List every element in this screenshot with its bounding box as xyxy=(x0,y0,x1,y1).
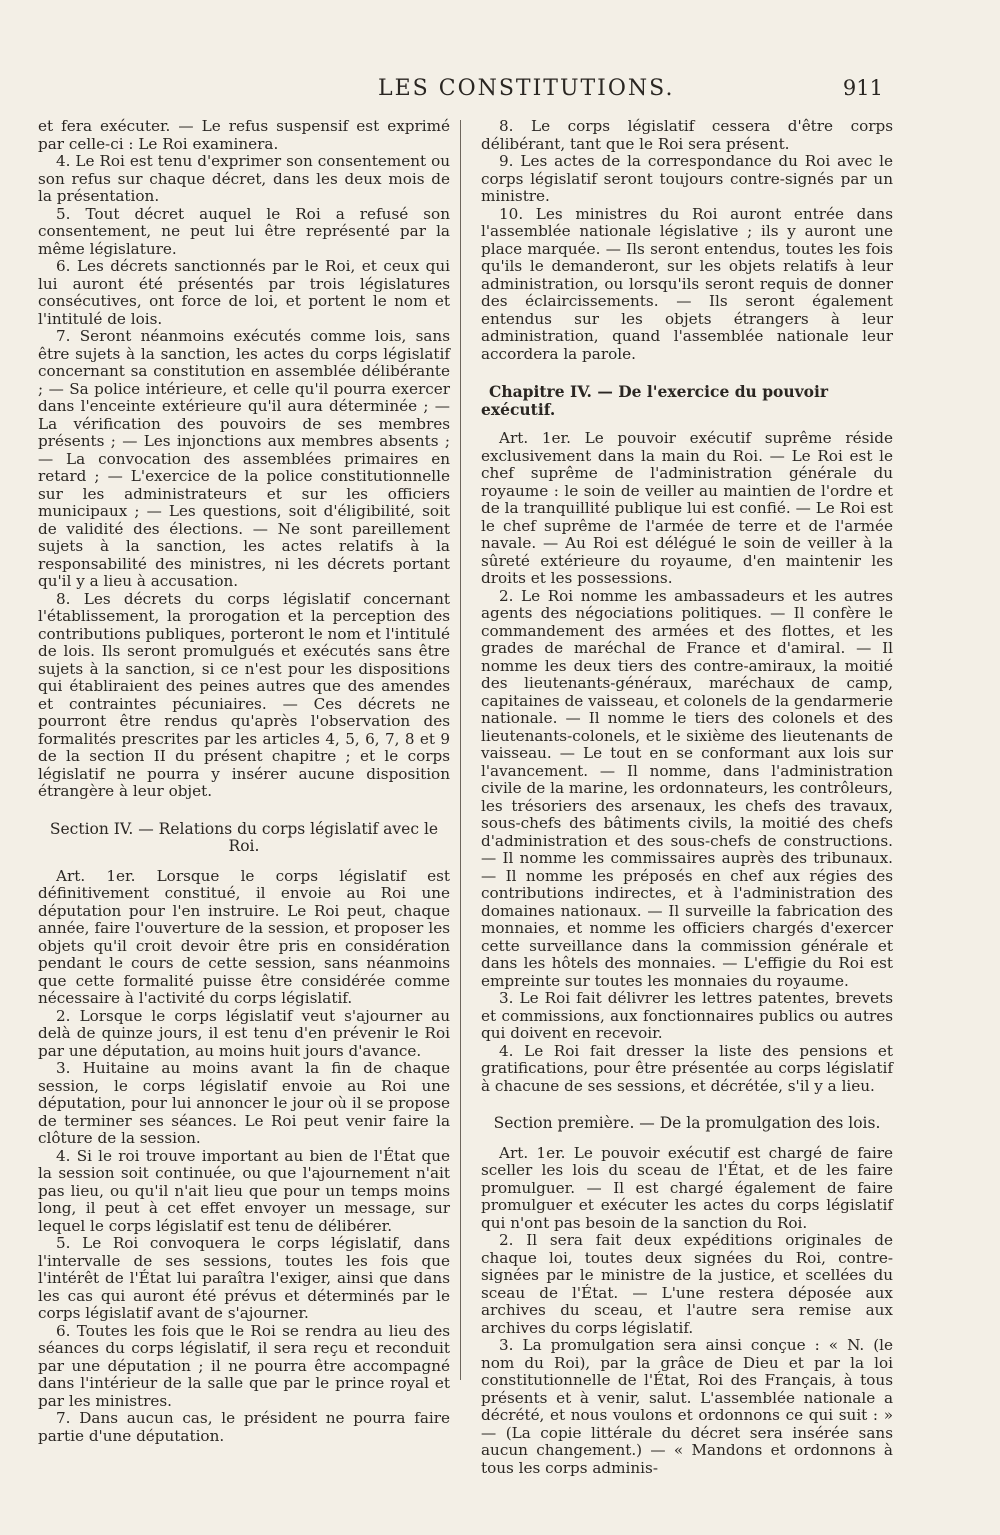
paragraph: 8. Les décrets du corps législatif concernant l'établissement, la prorogation et la perception des contributions publiques, porteront le nom et l'intitulé de lois. Ils seront promulgués et exécutés sans être sujets à la sanction, si ce n'est pour les dispositions qui établiraient des peines autres que des amendes et contraintes pécuniaires. — Ces décrets ne pourront être rendus qu'après l'observation des formalités prescrites par les articles 4, 5, 6, 7, 8 et 9 de la section II du présent chapitre ; et le corps législatif ne pourra y insérer aucune disposition étrangère à leur objet. xyxy=(38,589,450,800)
page-number: 911 xyxy=(842,76,883,100)
paragraph: 7. Dans aucun cas, le président ne pourra faire partie d'une députation. xyxy=(38,1409,450,1445)
paragraph: 4. Le Roi fait dresser la liste des pensions et gratifications, pour être présentée au corps législatif à chacune de ses sessions, et décrétée, s'il y a lieu. xyxy=(481,1041,893,1095)
left-column xyxy=(38,118,450,1445)
paragraph: 9. Les actes de la correspondance du Roi avec le corps législatif seront toujours contre-signés par un ministre. xyxy=(481,152,893,205)
chapter-heading: Chapitre IV. — De l'exercice du pouvoir exécutif. xyxy=(481,382,829,419)
paragraph: 5. Le Roi convoquera le corps législatif, dans l'intervalle de ses sessions, toutes les fois que l'intérêt de l'État lui paraîtra l'exiger, ainsi que dans les cas qui auront été prévus et déterminés par le corps législatif avant de s'ajourner. xyxy=(38,1234,450,1322)
paragraph: 2. Il sera fait deux expéditions originales de chaque loi, toutes deux signées du Roi, contre-signées par le ministre de la justice, et scellées du sceau de l'État. — L'une restera déposée aux archives du sceau, et l'autre sera remise aux archives du corps législatif. xyxy=(481,1231,893,1337)
paragraph: Art. 1er. Le pouvoir exécutif suprême réside exclusivement dans la main du Roi. — Le Roi est le chef suprême de l'administration générale du royaume : le soin de veiller au maintien de l'ordre et de la tranquillité publique lui est confié. — Le Roi est le chef suprême de l'armée de terre et de l'armée navale. — Au Roi est délégué le soin de veiller à la sûreté extérieure du royaume, d'en maintenir les droits et les possessions. xyxy=(481,429,893,587)
paragraph: 5. Tout décret auquel le Roi a refusé son consentement, ne peut lui être représenté par la même législature. xyxy=(38,204,450,258)
running-header xyxy=(38,76,883,106)
paragraph: 3. La promulgation sera ainsi conçue : « N. (le nom du Roi), par la grâce de Dieu et par la loi constitutionnelle de l'État, Roi des Français, à tous présents et à venir, salut. L'assemblée nationale a décrété, et nous voulons et ordonnons ce qui suit : » — (La copie littérale du décret sera insérée sans aucun changement.) — « Mandons et ordonnons à tous les corps adminis- xyxy=(481,1336,893,1477)
paragraph: 2. Le Roi nomme les ambassadeurs et les autres agents des négociations politiques. — Il confère le commandement des armées et des flottes, et les grades de maréchal de France et d'amiral. — Il nomme les deux tiers des contre-amiraux, la moitié des lieutenants-généraux, maréchaux de camp, capitaines de vaisseau, et colonels de la gendarmerie nationale. — Il nomme le tiers des colonels et des lieutenants-colonels, et le sixième des lieutenants de vaisseau. — Le tout en se conformant aux lois sur l'avancement. — Il nomme, dans l'administration civile de la marine, les ordonnateurs, les contrôleurs, les trésoriers des arsenaux, les chefs des travaux, sous-chefs des bâtiments civils, la moitié des chefs d'administration et des sous-chefs de constructions. — Il nomme les commissaires auprès des tribunaux. — Il nomme les préposés en chef aux régies des contributions indirectes, et à l'administration des domaines nationaux. — Il surveille la fabrication des monnaies, et nomme les officiers chargés d'exercer cette surveillance dans la commission générale et dans les hôtels des monnaies. — L'effigie du Roi est empreinte sur toutes les monnaies du royaume. xyxy=(481,586,893,990)
paragraph: Art. 1er. Le pouvoir exécutif est chargé de faire sceller les lois du sceau de l'État, et de les faire promulguer. — Il est chargé également de faire promulguer et exécuter les actes du corps législatif qui n'ont pas besoin de la sanction du Roi. xyxy=(481,1143,893,1232)
paragraph: et fera exécuter. — Le refus suspensif est exprimé par celle-ci : Le Roi examinera. xyxy=(38,117,450,153)
paragraph: 6. Toutes les fois que le Roi se rendra au lieu des séances du corps législatif, il sera reçu et reconduit par une députation ; il ne pourra être accompagné dans l'intérieur de la salle que par le prince royal et par les ministres. xyxy=(38,1321,450,1410)
paragraph: 6. Les décrets sanctionnés par le Roi, et ceux qui lui auront été présentés par trois législatures consécutives, ont force de loi, et portent le nom et l'intitulé de lois. xyxy=(38,257,450,328)
section-heading: Section première. — De la promulgation des lois. xyxy=(493,1114,881,1132)
paragraph: 8. Le corps législatif cessera d'être corps délibérant, tant que le Roi sera présent. xyxy=(481,117,893,153)
section-heading: Section IV. — Relations du corps législatif avec le Roi. xyxy=(49,819,439,855)
paragraph: 4. Si le roi trouve important au bien de l'État que la session soit continuée, ou que l'ajournement n'ait pas lieu, ou qu'il n'ait lieu que pour un temps moins long, il peut à cet effet envoyer un message, sur lequel le corps législatif est tenu de délibérer. xyxy=(38,1146,450,1235)
paragraph: 7. Seront néanmoins exécutés comme lois, sans être sujets à la sanction, les actes du corps législatif concernant sa constitution en assemblée délibérante ; — Sa police intérieure, et celle qu'il pourra exercer dans l'enceinte extérieure qu'il aura déterminée ; — La vérification des pouvoirs de ses membres présents ; — Les injonctions aux membres absents ; — La convocation des assemblées primaires en retard ; — L'exercice de la police constitutionnelle sur les administrateurs et sur les officiers municipaux ; — Les questions, soit d'éligibilité, soit de validité des élections. — Ne sont pareillement sujets à la sanction, les actes relatifs à la responsabilité des ministres, ni les décrets portant qu'il y a lieu à accusation. xyxy=(38,327,450,590)
paragraph: 2. Lorsque le corps législatif veut s'ajourner au delà de quinze jours, il est tenu d'en prévenir le Roi par une députation, au moins huit jours d'avance. xyxy=(38,1006,450,1060)
paragraph: Art. 1er. Lorsque le corps législatif est définitivement constitué, il envoie au Roi une députation pour l'en instruire. Le Roi peut, chaque année, faire l'ouverture de la session, et proposer les objets qu'il croit devoir être pris en considération pendant le cours de cette session, sans néanmoins que cette formalité puisse être considérée comme nécessaire à l'activité du corps législatif. xyxy=(38,866,450,1007)
running-title: LES CONSTITUTIONS. xyxy=(378,76,675,101)
paragraph: 10. Les ministres du Roi auront entrée dans l'assemblée nationale législative ; ils y auront une place marquée. — Ils seront entendus, toutes les fois qu'ils le demanderont, sur les objets relatifs à leur administration, ou lorsqu'ils seront requis de donner des éclaircissements. — Ils seront également entendus sur les objets étrangers à leur administration, quand l'assemblée nationale leur accordera la parole. xyxy=(481,204,893,363)
paragraph: 3. Le Roi fait délivrer les lettres patentes, brevets et commissions, aux fonctionnaires publics ou autres qui doivent en recevoir. xyxy=(481,989,893,1042)
paragraph: 4. Le Roi est tenu d'exprimer son consentement ou son refus sur chaque décret, dans les deux mois de la présentation. xyxy=(38,152,450,205)
paragraph: 3. Huitaine au moins avant la fin de chaque session, le corps législatif envoie au Roi une députation, pour lui annoncer le jour où il se propose de terminer ses séances. Le Roi peut venir faire la clôture de la session. xyxy=(38,1059,450,1147)
column-divider xyxy=(460,120,461,1380)
right-column xyxy=(481,118,893,1477)
